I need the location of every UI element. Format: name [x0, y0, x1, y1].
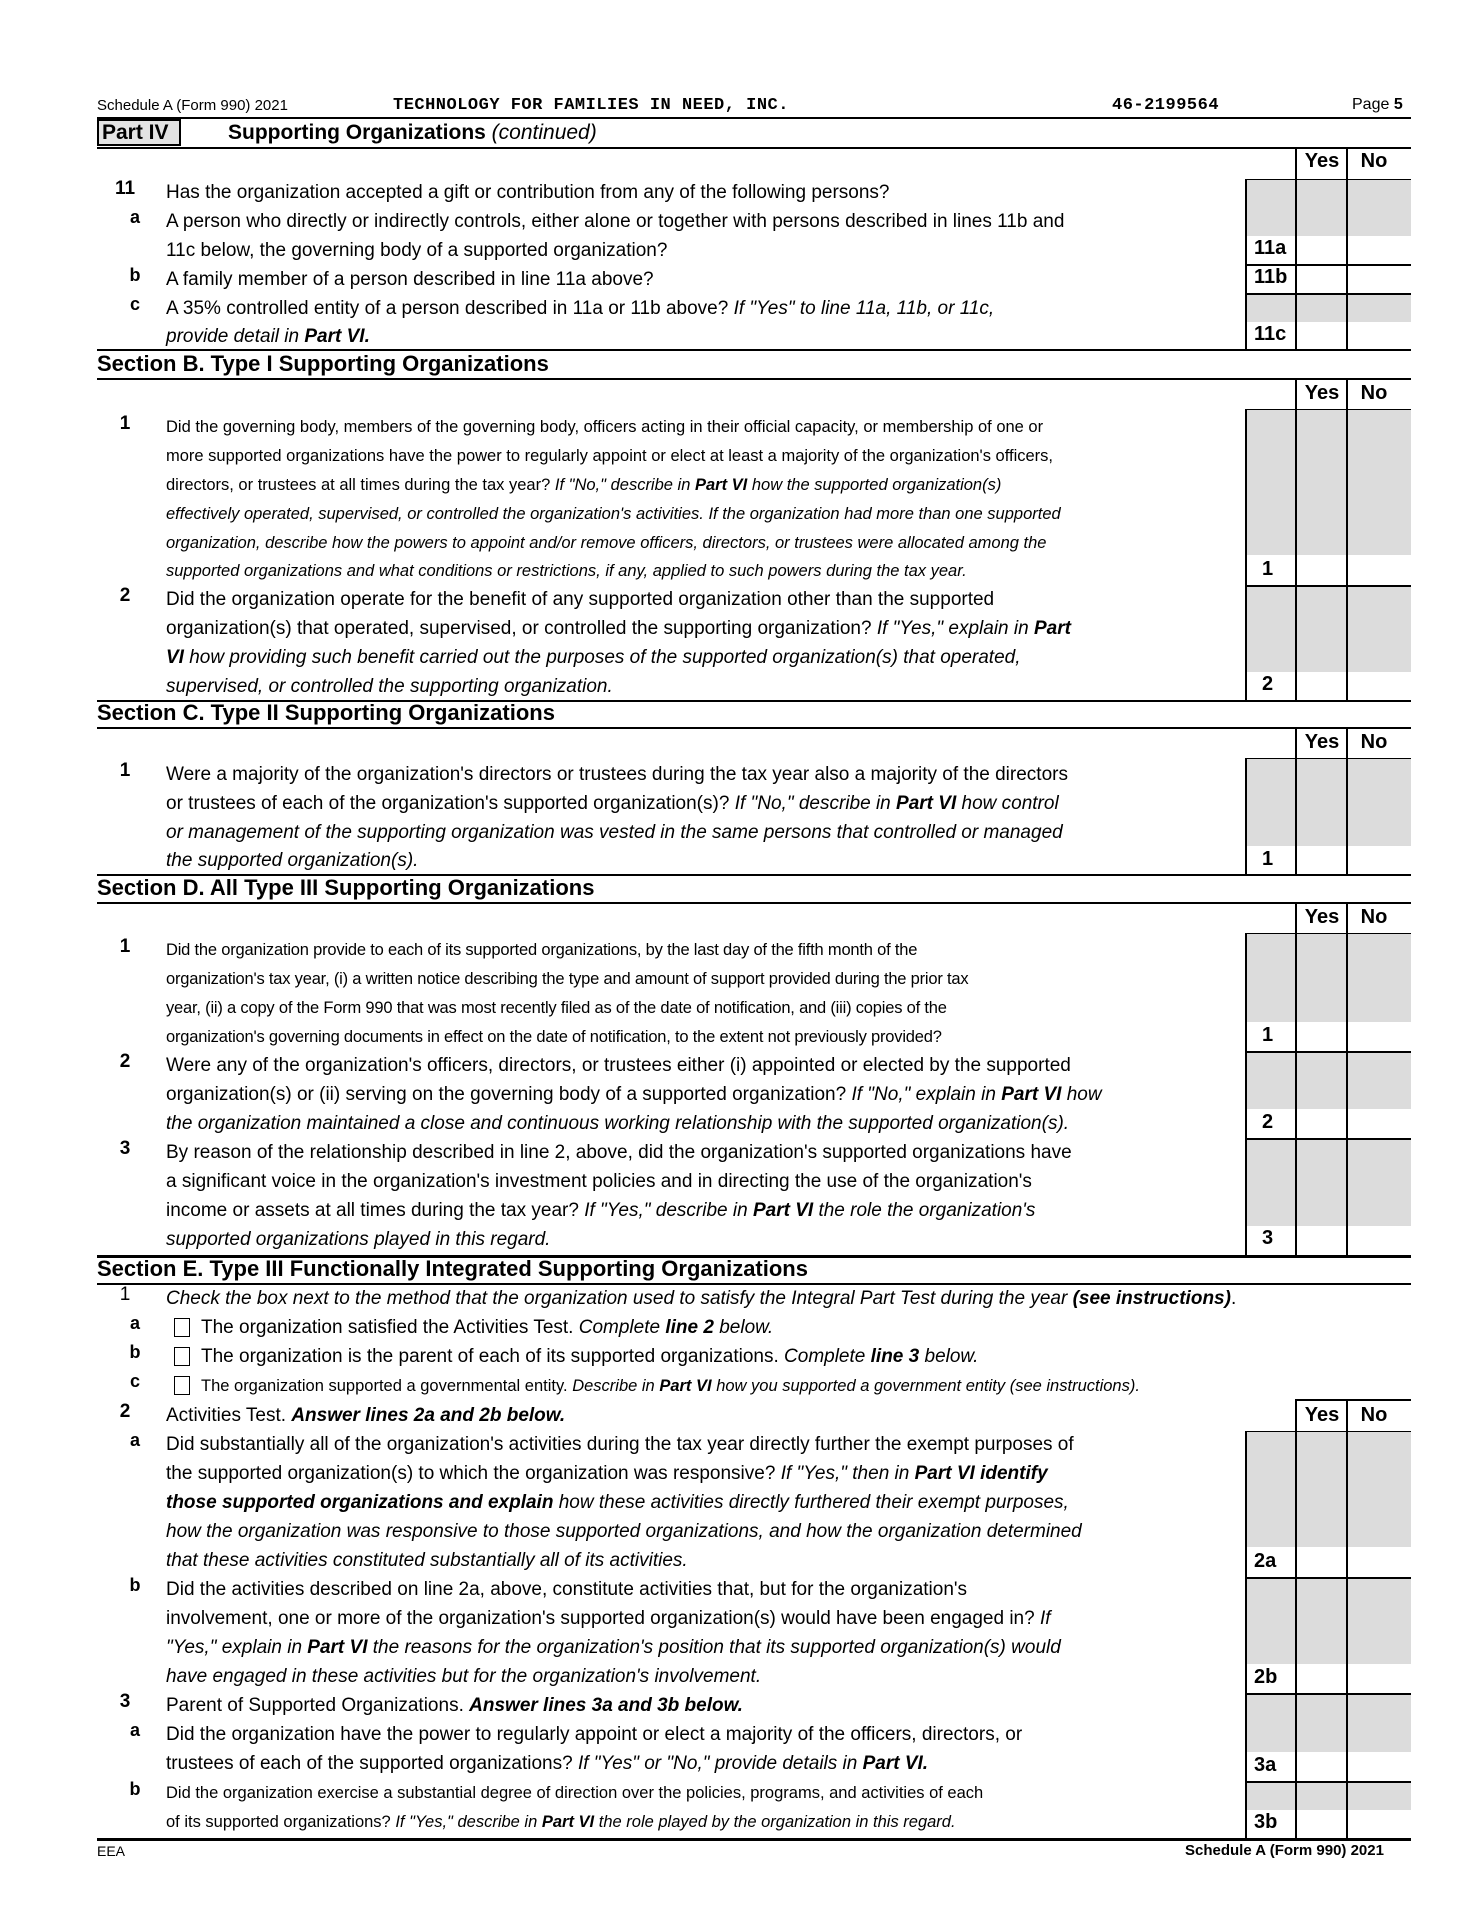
line-2b-yes[interactable] — [1297, 1665, 1345, 1692]
ein: 46-2199564 — [1112, 96, 1220, 115]
section-d-line-2-no[interactable] — [1348, 1110, 1410, 1137]
no-column-header: No — [1360, 382, 1388, 404]
line-3b-no[interactable] — [1348, 1811, 1410, 1838]
option-a-text: The organization satisfied the Activities Test. Complete line 2 below. — [201, 1317, 774, 1338]
line-11b-text: A family member of a person described in line 11a above? — [166, 269, 654, 290]
line-3a-label: 3a — [1254, 1754, 1277, 1776]
section-d-line-2-yes[interactable] — [1297, 1110, 1345, 1137]
page-number: 5 — [1393, 96, 1403, 113]
section-d-q1-number: 1 — [119, 936, 131, 957]
line-11c-text-1: A 35% controlled entity of a person described in 11a or 11b above? If "Yes" to line 11a, 11b, or 11c, — [166, 298, 995, 319]
no-column-header: No — [1360, 731, 1388, 753]
form-label: Schedule A (Form 990) 2021 — [97, 97, 288, 114]
section-d-line-3-no[interactable] — [1348, 1227, 1410, 1255]
line-2a-letter: a — [129, 1430, 140, 1450]
line-3a-no[interactable] — [1348, 1753, 1410, 1780]
line-11a-no[interactable] — [1348, 237, 1410, 264]
yes-column-header: Yes — [1304, 150, 1340, 172]
line-11a-text-1: A person who directly or indirectly controls, either alone or together with persons described in lines 11b and — [166, 211, 1065, 232]
section-c-rule — [97, 727, 1411, 729]
footer-rule — [97, 1838, 1411, 1841]
no-column-header: No — [1360, 1404, 1388, 1426]
line-11c-letter: c — [129, 294, 140, 314]
section-e-q2-number: 2 — [119, 1401, 131, 1422]
page-indicator — [1352, 96, 1403, 114]
section-b-line-2-no[interactable] — [1348, 673, 1410, 700]
section-c-line-1-yes[interactable] — [1297, 847, 1345, 874]
organization-name: TECHNOLOGY FOR FAMILIES IN NEED, INC. — [393, 96, 789, 115]
line-11-text: Has the organization accepted a gift or contribution from any of the following persons? — [166, 182, 890, 203]
line-11c-label: 11c — [1254, 323, 1287, 345]
line-2a-label: 2a — [1254, 1550, 1277, 1572]
option-b-letter: b — [129, 1342, 141, 1362]
line-11b-letter: b — [129, 265, 141, 285]
line-11a-letter: a — [129, 207, 140, 227]
part-rule — [97, 147, 1411, 149]
line-11-number: 11 — [114, 178, 136, 199]
yes-column-header: Yes — [1304, 906, 1340, 928]
section-b-line-2-label: 2 — [1262, 673, 1274, 695]
option-c-checkbox[interactable] — [174, 1376, 190, 1395]
section-d-line-1-label: 1 — [1262, 1024, 1274, 1046]
line-3b-label: 3b — [1254, 1811, 1278, 1833]
section-e-title: Section E. Type III Functionally Integrated Supporting Organizations — [97, 1256, 808, 1281]
line-2a-yes[interactable] — [1297, 1548, 1345, 1576]
section-e-q1-number: 1 — [119, 1284, 131, 1305]
section-d-line-3-label: 3 — [1262, 1227, 1274, 1249]
line-11c-text-2: provide detail in Part VI. — [166, 326, 370, 347]
line-2a-no[interactable] — [1348, 1548, 1410, 1576]
section-c-line-1-no[interactable] — [1348, 847, 1410, 874]
page-label: Page — [1352, 96, 1390, 113]
section-c-line-1-label: 1 — [1262, 848, 1274, 870]
footer-form-label: Schedule A (Form 990) 2021 — [1185, 1842, 1384, 1859]
section-c-title: Section C. Type II Supporting Organizations — [97, 700, 555, 725]
option-a-checkbox[interactable] — [174, 1318, 190, 1337]
line-3b-yes[interactable] — [1297, 1811, 1345, 1838]
section-b-line-2-yes[interactable] — [1297, 673, 1345, 700]
part-title: Supporting Organizations (continued) — [228, 121, 597, 144]
line-3a-yes[interactable] — [1297, 1753, 1345, 1780]
yes-column-header: Yes — [1304, 1404, 1340, 1426]
line-2b-label: 2b — [1254, 1666, 1278, 1688]
section-b-title: Section B. Type I Supporting Organizations — [97, 351, 549, 376]
section-d-q2-number: 2 — [119, 1051, 131, 1072]
yes-column-header: Yes — [1304, 731, 1340, 753]
option-b-checkbox[interactable] — [174, 1347, 190, 1366]
section-b-rule — [97, 378, 1411, 380]
section-b-line-1-label: 1 — [1262, 558, 1274, 580]
line-11a-yes[interactable] — [1297, 237, 1345, 264]
no-column-header: No — [1360, 906, 1388, 928]
option-c-letter: c — [129, 1371, 140, 1391]
section-d-line-3-yes[interactable] — [1297, 1227, 1345, 1255]
option-a-letter: a — [129, 1313, 140, 1333]
line-2b-letter: b — [129, 1575, 141, 1595]
line-11b-label: 11b — [1254, 266, 1288, 288]
section-d-rule — [97, 902, 1411, 904]
section-d-line-1-yes[interactable] — [1297, 1023, 1345, 1050]
section-e-q3-number: 3 — [119, 1691, 131, 1712]
section-b-q2-number: 2 — [119, 585, 131, 606]
line-2b-no[interactable] — [1348, 1665, 1410, 1692]
section-d-title: Section D. All Type III Supporting Organizations — [97, 875, 595, 900]
section-b-line-1-no[interactable] — [1348, 556, 1410, 584]
line-3a-letter: a — [129, 1720, 140, 1740]
option-b-text: The organization is the parent of each of its supported organizations. Complete line 3 below. — [201, 1346, 979, 1367]
part-title-suffix: (continued) — [491, 121, 597, 144]
section-b-line-1-yes[interactable] — [1297, 556, 1345, 584]
footer-eea: EEA — [97, 1843, 126, 1859]
section-d-q3-number: 3 — [119, 1138, 131, 1159]
line-11c-yes[interactable] — [1297, 323, 1345, 349]
line-11b-yes[interactable] — [1297, 266, 1345, 293]
section-b-q1-number: 1 — [119, 413, 131, 434]
yes-column-header: Yes — [1304, 382, 1340, 404]
line-11a-label: 11a — [1254, 237, 1287, 259]
no-column-header: No — [1360, 150, 1388, 172]
line-3b-letter: b — [129, 1779, 141, 1799]
option-c-text: The organization supported a governmental entity. Describe in Part VI how you supported a government entity (see instructions). — [201, 1377, 1140, 1395]
line-11a-text-2: 11c below, the governing body of a supported organization? — [166, 240, 668, 261]
section-d-line-2-label: 2 — [1262, 1111, 1274, 1133]
section-c-q1-number: 1 — [119, 760, 131, 781]
line-11c-no[interactable] — [1348, 323, 1410, 349]
section-d-line-1-no[interactable] — [1348, 1023, 1410, 1050]
part-label: Part IV — [97, 119, 181, 146]
line-11b-no[interactable] — [1348, 266, 1410, 293]
